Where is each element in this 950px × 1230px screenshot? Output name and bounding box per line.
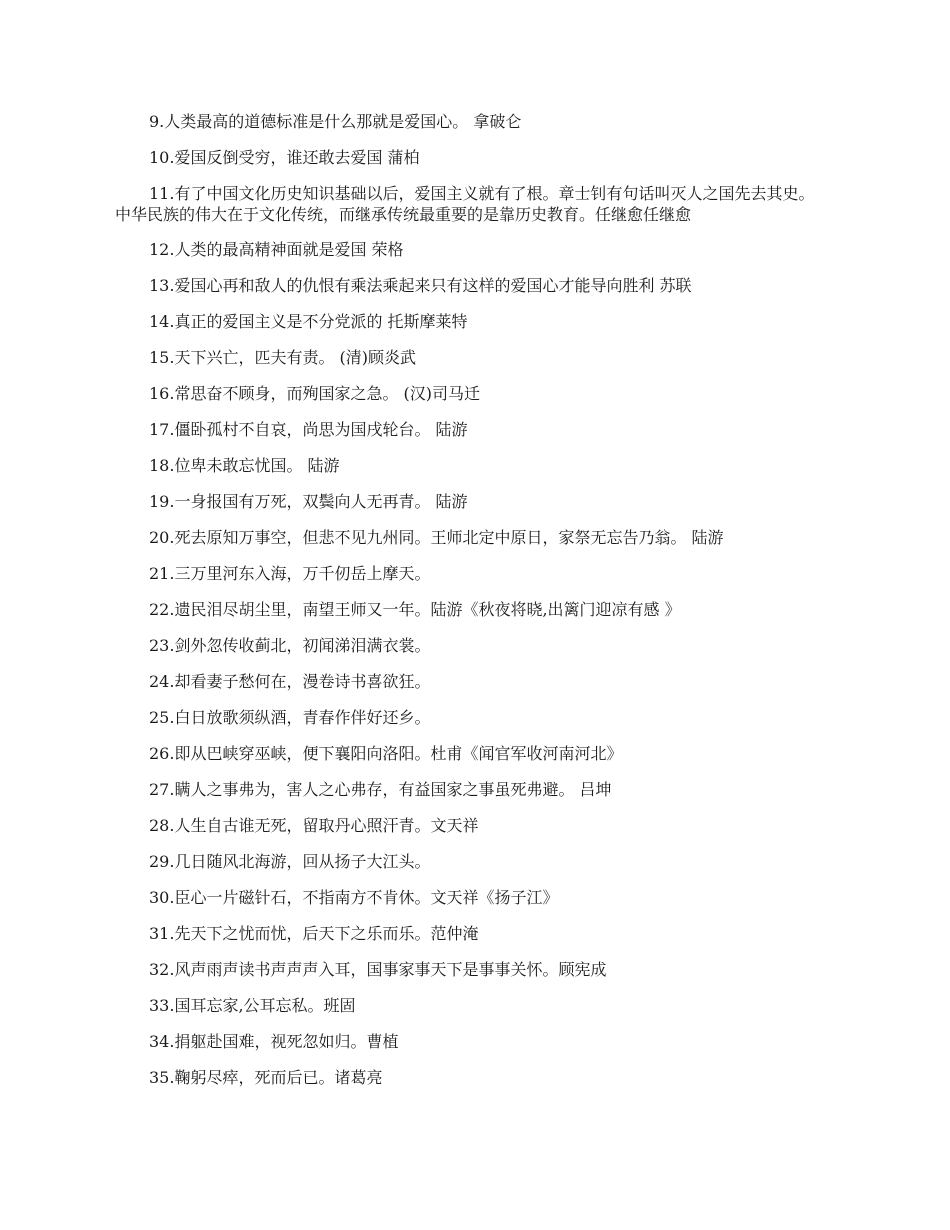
- quote-number: 33.: [149, 996, 175, 1015]
- quote-item: [115, 455, 830, 477]
- quote-text: 捐躯赴国难，视死忽如归。曹植: [174, 1032, 399, 1051]
- quote-text: 三万里河东入海，万千仞岳上摩天。: [174, 564, 431, 583]
- quote-item: [115, 419, 830, 441]
- quote-number: 25.: [149, 708, 175, 727]
- quote-item: [115, 635, 830, 657]
- quote-number: 10.: [149, 148, 175, 167]
- quote-number: 21.: [149, 564, 175, 583]
- quote-number: 27.: [149, 780, 175, 799]
- quote-number: 17.: [149, 420, 175, 439]
- quote-item: [115, 311, 830, 333]
- quote-number: 14.: [149, 312, 175, 331]
- quote-text: 死去原知万事空，但悲不见九州同。王师北定中原日，家祭无忘告乃翁。 陆游: [174, 528, 724, 547]
- quote-text: 天下兴亡，匹夫有责。 (清)顾炎武: [174, 348, 417, 367]
- quote-number: 13.: [149, 276, 175, 295]
- quote-text: 瞒人之事弗为，害人之心弗存，有益国家之事虽死弗避。 吕坤: [174, 780, 612, 799]
- quote-number: 29.: [149, 852, 175, 871]
- quote-text: 国耳忘家,公耳忘私。班固: [174, 996, 356, 1015]
- quote-number: 9.: [149, 112, 165, 131]
- quote-item: [115, 111, 830, 133]
- quote-number: 26.: [149, 744, 175, 763]
- quote-text: 僵卧孤村不自哀，尚思为国戌轮台。 陆游: [174, 420, 468, 439]
- quote-item: [115, 563, 830, 585]
- quote-text: 人生自古谁无死，留取丹心照汗青。文天祥: [174, 816, 479, 835]
- quote-text: 有了中国文化历史知识基础以后，爱国主义就有了根。章士钊有句话叫灭人之国先去其史。中华民族的伟大在于文化传统，而继承传统最重要的是靠历史教育。任继愈任继愈: [115, 184, 815, 224]
- quote-number: 11.: [149, 184, 175, 203]
- quote-number: 19.: [149, 492, 175, 511]
- quote-item: [115, 1031, 830, 1053]
- quote-text: 人类的最高精神面就是爱国 荣格: [174, 240, 404, 259]
- quote-text: 鞠躬尽瘁，死而后已。诸葛亮: [174, 1068, 383, 1087]
- quote-text: 剑外忽传收蓟北，初闻涕泪满衣裳。: [174, 636, 431, 655]
- quote-number: 31.: [149, 924, 175, 943]
- quote-text: 白日放歌须纵酒，青春作伴好还乡。: [174, 708, 431, 727]
- quote-text: 真正的爱国主义是不分党派的 托斯摩莱特: [174, 312, 468, 331]
- quote-number: 35.: [149, 1068, 175, 1087]
- quote-number: 18.: [149, 456, 175, 475]
- quote-item: [115, 275, 830, 297]
- quote-number: 22.: [149, 600, 175, 619]
- quote-text: 位卑未敢忘忧国。 陆游: [174, 456, 340, 475]
- quote-item: [115, 491, 830, 513]
- quote-number: 24.: [149, 672, 175, 691]
- quote-number: 34.: [149, 1032, 175, 1051]
- quote-item: [115, 239, 830, 261]
- quote-item: [115, 671, 830, 693]
- quote-text: 几日随风北海游，回从扬子大江头。: [174, 852, 431, 871]
- quote-item: [115, 779, 830, 801]
- quote-number: 23.: [149, 636, 175, 655]
- quote-list: [115, 111, 830, 1103]
- quote-text: 一身报国有万死，双鬓向人无再青。 陆游: [174, 492, 468, 511]
- quote-text: 即从巴峡穿巫峡，便下襄阳向洛阳。杜甫《闻官军收河南河北》: [174, 744, 623, 763]
- quote-item: [115, 995, 830, 1017]
- quote-item: [115, 707, 830, 729]
- quote-text: 却看妻子愁何在，漫卷诗书喜欲狂。: [174, 672, 431, 691]
- quote-item: [115, 147, 830, 169]
- quote-number: 32.: [149, 960, 175, 979]
- quote-text: 爱国反倒受穷，谁还敢去爱国 蒲柏: [174, 148, 420, 167]
- quote-item: [115, 887, 830, 909]
- quote-item: [115, 1067, 830, 1089]
- quote-number: 15.: [149, 348, 175, 367]
- quote-item: [115, 743, 830, 765]
- quote-text: 先天下之忧而忧，后天下之乐而乐。范仲淹: [174, 924, 479, 943]
- quote-number: 12.: [149, 240, 175, 259]
- quote-number: 28.: [149, 816, 175, 835]
- quote-item: [115, 347, 830, 369]
- quote-item: [115, 959, 830, 981]
- quote-number: 30.: [149, 888, 175, 907]
- quote-text: 臣心一片磁针石，不指南方不肯休。文天祥《扬子江》: [174, 888, 559, 907]
- quote-text: 人类最高的道德标准是什么那就是爱国心。 拿破仑: [164, 112, 522, 131]
- quote-item: [115, 527, 830, 549]
- quote-item: [115, 851, 830, 873]
- quote-item: [115, 815, 830, 837]
- quote-item: [115, 599, 830, 621]
- quote-text: 爱国心再和敌人的仇恨有乘法乘起来只有这样的爱国心才能导向胜利 苏联: [174, 276, 692, 295]
- quote-text: 常思奋不顾身，而殉国家之急。 (汉)司马迁: [174, 384, 481, 403]
- quote-number: 20.: [149, 528, 175, 547]
- quote-text: 遗民泪尽胡尘里，南望王师又一年。陆游《秋夜将晓,出篱门迎凉有感 》: [174, 600, 681, 619]
- quote-item: [115, 383, 830, 405]
- quote-number: 16.: [149, 384, 175, 403]
- quote-item: [115, 183, 830, 225]
- quote-item: [115, 923, 830, 945]
- quote-text: 风声雨声读书声声声入耳，国事家事天下是事事关怀。顾宪成: [174, 960, 607, 979]
